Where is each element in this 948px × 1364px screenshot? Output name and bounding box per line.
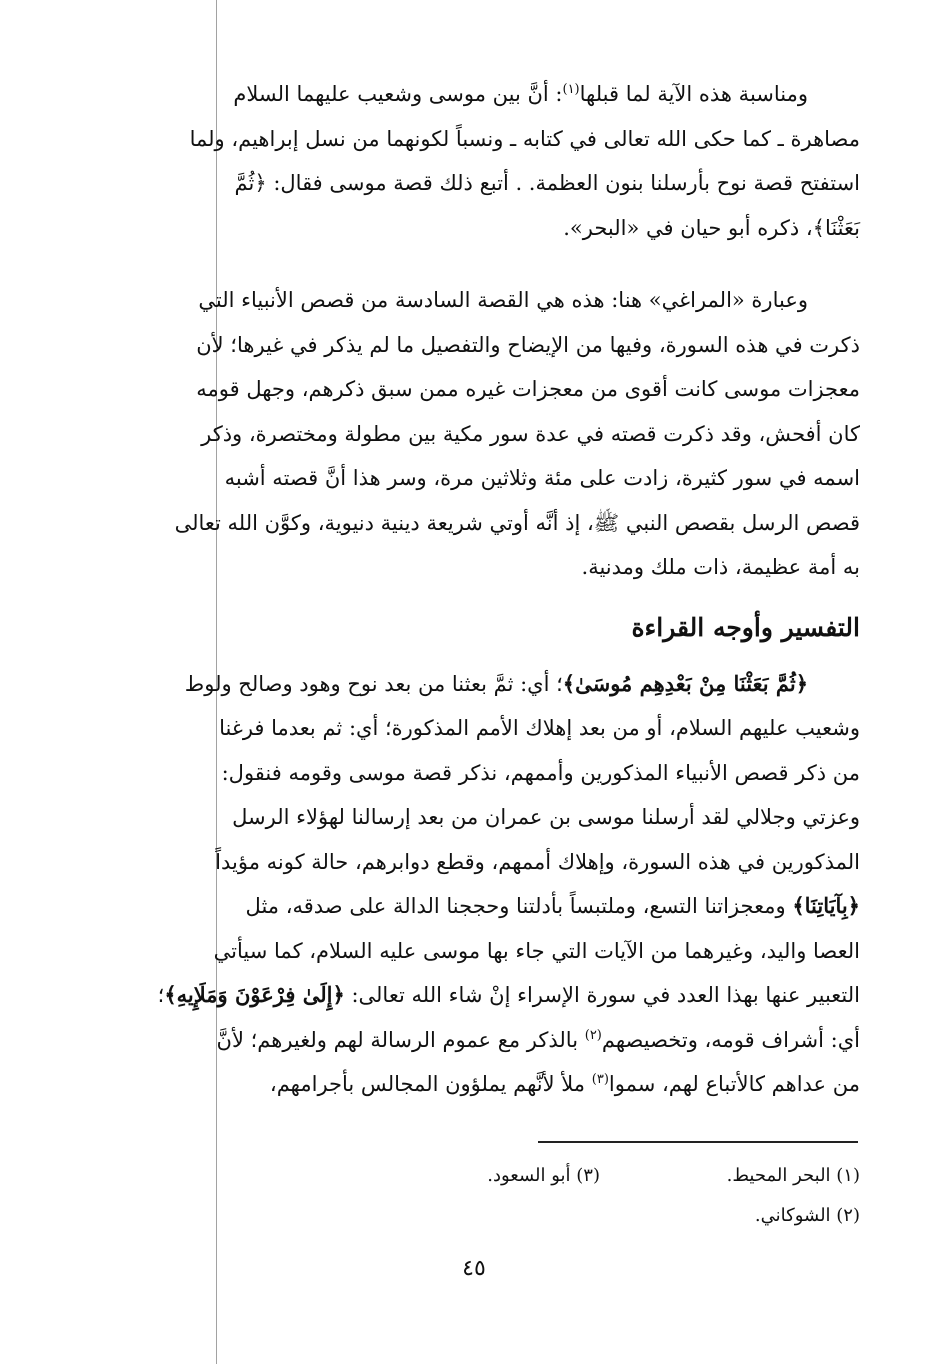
footnote-ref-3: (٣) <box>591 1072 609 1087</box>
text-line <box>88 1018 860 1063</box>
footnote-row <box>260 1156 860 1196</box>
page-number: ٤٥ <box>462 1256 486 1281</box>
text-line <box>88 662 860 707</box>
text-line <box>88 1062 860 1107</box>
text-line: بَعَثْنَا﴾، ذكره أبو حيان في «البحر». <box>563 215 860 240</box>
footnote-row <box>260 1196 860 1236</box>
footnote-1: (١) البحر المحيط. <box>726 1165 860 1186</box>
text-line: وعزتي وجلالي لقد أرسلنا موسى بن عمران من بعد إرسالنا لهؤلاء الرسل <box>232 805 860 829</box>
text-run: ؛ أي: ثمَّ بعثنا من بعد نوح وهود وصالح ولوط <box>184 671 563 696</box>
text-line: مصاهرة ـ كما حكى الله تعالى في كتابه ـ ونسباً لكونهما من نسل إبراهيم، ولما <box>189 126 860 151</box>
text-line: استفتح قصة نوح بأرسلنا بنون العظمة. . أتبع ذلك قصة موسى فقال: ﴿ثُمَّ <box>234 171 860 195</box>
text-line <box>88 72 860 117</box>
text-run: بالذكر مع عموم الرسالة لهم ولغيرهم؛ لأنَّ <box>216 1027 579 1052</box>
paragraph-2 <box>88 278 860 590</box>
text-line: العصا واليد، وغيرهما من الآيات التي جاء بها موسى عليه السلام، كما سيأتي <box>213 938 860 963</box>
text-line: اسمه في سور كثيرة، زادت على مئة وثلاثين مرة، وسر هذا أنَّ قصته أشبه <box>224 466 860 490</box>
paragraph-3 <box>88 662 860 1107</box>
footnote-3: (٣) أبو السعود. <box>487 1165 600 1186</box>
footnote-2: (٢) الشوكاني. <box>754 1205 860 1226</box>
text-run: ومعجزاتنا التسع، وملتبساً بأدلتنا وحججنا الدالة على صدقه، مثل <box>245 894 786 918</box>
text-line: وعبارة «المراغي» هنا: هذه هي القصة السادسة من قصص الأنبياء التي <box>198 288 808 312</box>
text-line <box>88 884 860 929</box>
text-line: من ذكر قصص الأنبياء المذكورين وأممهم، نذكر قصة موسى وقومه فنقول: <box>221 760 860 785</box>
text-run: ؛ <box>157 983 165 1007</box>
quran-quote: ﴿ثُمَّ بَعَثْنَا مِنْ بَعْدِهِم مُوسَىٰ﴾ <box>562 670 808 696</box>
text-run: أي: أشراف قومه، وتخصيصهم <box>601 1027 860 1052</box>
text-line: ذكرت في هذه السورة، وفيها من الإيضاح والتفصيل ما لم يذكر في غيرها؛ لأن <box>196 332 860 357</box>
text-run: ملأ لأنَّهم يملؤون المجالس بأجرامهم، <box>269 1072 586 1096</box>
footnote-ref-2: (٢) <box>584 1027 602 1043</box>
text-line: به أمة عظيمة، ذات ملك ومدنية. <box>581 555 860 579</box>
page-body <box>88 72 860 1107</box>
text-line <box>88 973 860 1018</box>
paragraph-1 <box>88 72 860 250</box>
text-line: المذكورين في هذه السورة، وإهلاك أممهم، وقطع دوابرهم، حالة كونه مؤيداً <box>215 849 860 874</box>
footnote-separator <box>538 1141 858 1143</box>
quran-quote: ﴿بِآيَاتِنَا﴾ <box>792 893 860 918</box>
text-run: من عداهم كالأتباع لهم، سموا <box>608 1072 860 1096</box>
text-line: معجزات موسى كانت أقوى من معجزات غيره ممن سبق ذكرهم، وجهل قومه <box>196 377 860 401</box>
footnotes <box>260 1156 860 1236</box>
text-run: التعبير عنها بهذا العدد في سورة الإسراء إنْ شاء الله تعالى: <box>351 983 860 1007</box>
footnote-ref-1: (١) <box>562 82 580 97</box>
section-heading: التفسير وأوجه القراءة <box>631 612 860 642</box>
text-line: كان أفحش، وقد ذكرت قصته في عدة سور مكية بين مطولة ومختصرة، وذكر <box>201 421 860 446</box>
quran-quote: ﴿إِلَىٰ فِرْعَوْنَ وَمَلَإِيهِ﴾ <box>164 982 345 1007</box>
text-run: ومناسبة هذه الآية لما قبلها <box>579 82 808 106</box>
text-line: قصص الرسل بقصص النبي ﷺ، إذ أنَّه أوتي شريعة دينية دنيوية، وكوَّن الله تعالى <box>174 510 860 535</box>
text-line: وشعيب عليهم السلام، أو من بعد إهلاك الأمم المذكورة؛ أي: ثم بعدما فرغنا <box>219 716 860 740</box>
text-run: : أنَّ بين موسى وشعيب عليهما السلام <box>233 82 563 106</box>
